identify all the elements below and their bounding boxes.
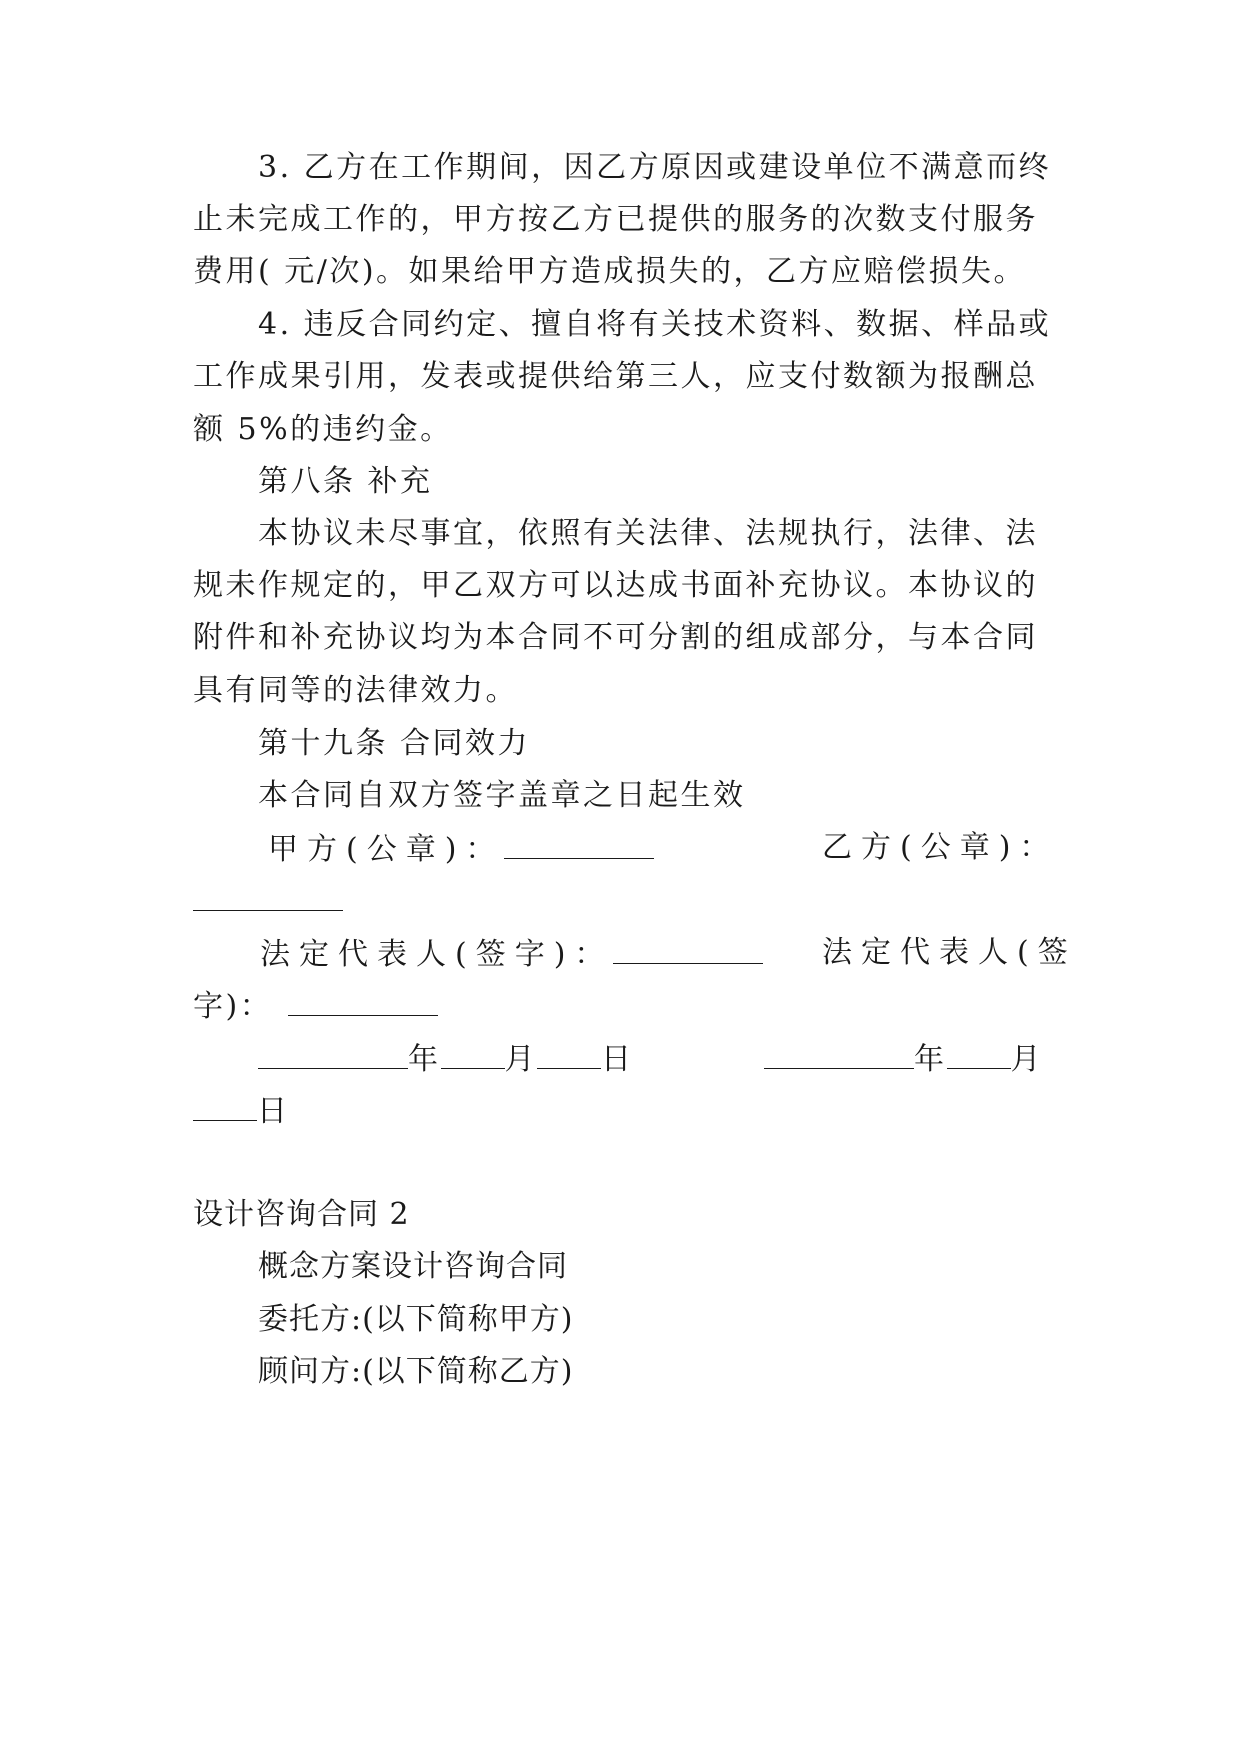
date-b-row-continued bbox=[193, 1090, 290, 1132]
clause3-line1: 3. 乙方在工作期间，因乙方原因或建设单位不满意而终 bbox=[258, 150, 1052, 185]
contract2-title: 设计咨询合同 2 bbox=[193, 1197, 410, 1232]
party-b-seal-blank bbox=[193, 880, 343, 911]
date-a-month-blank bbox=[441, 1038, 505, 1069]
party-b-seal-label: 乙方(公章)： bbox=[822, 830, 1059, 865]
date-b-day-blank bbox=[193, 1090, 257, 1121]
article19-title: 第十九条 合同效力 bbox=[258, 726, 531, 761]
clause4-line3: 额 5%的违约金。 bbox=[193, 412, 453, 447]
rep-a-label: 法定代表人(签字)： bbox=[260, 937, 614, 972]
article8-line2: 规未作规定的，甲乙双方可以达成书面补充协议。本协议的 bbox=[193, 568, 1038, 603]
date-a-day: 日 bbox=[601, 1042, 634, 1077]
rep-a-blank bbox=[613, 933, 763, 964]
contract2-subtitle: 概念方案设计咨询合同 bbox=[258, 1249, 568, 1284]
article8-line1: 本协议未尽事宜，依照有关法律、法规执行，法律、法 bbox=[258, 516, 1038, 551]
date-b-month: 月 bbox=[1010, 1042, 1043, 1077]
date-b-row bbox=[764, 1038, 1043, 1080]
rep-b-label-part1: 法定代表人(签 bbox=[822, 935, 1077, 970]
date-a-month: 月 bbox=[504, 1042, 537, 1077]
date-b-year: 年 bbox=[914, 1042, 947, 1077]
clause3-line2: 止未完成工作的，甲方按乙方已提供的服务的次数支付服务 bbox=[193, 202, 1038, 237]
date-a-year-blank bbox=[258, 1038, 408, 1069]
date-b-year-blank bbox=[764, 1038, 914, 1069]
clause3-line3: 费用( 元/次)。如果给甲方造成损失的，乙方应赔偿损失。 bbox=[193, 254, 1027, 289]
article8-line3: 附件和补充协议均为本合同不可分割的组成部分，与本合同 bbox=[193, 620, 1038, 655]
date-b-month-blank bbox=[947, 1038, 1011, 1069]
date-a-day-blank bbox=[537, 1038, 601, 1069]
clause4-line1: 4. 违反合同约定、擅自将有关技术资料、数据、样品或 bbox=[258, 307, 1052, 342]
article19-body: 本合同自双方签字盖章之日起生效 bbox=[258, 778, 746, 813]
rep-b-row bbox=[193, 985, 438, 1027]
date-b-day: 日 bbox=[257, 1094, 290, 1129]
party-a-seal-row bbox=[268, 828, 654, 870]
party-b-seal-row bbox=[193, 880, 343, 922]
date-a-year: 年 bbox=[408, 1042, 441, 1077]
article8-title: 第八条 补充 bbox=[258, 464, 433, 499]
rep-a-row bbox=[260, 933, 763, 975]
party-a-seal-label: 甲方(公章)： bbox=[268, 832, 505, 867]
consultant-line: 顾问方:(以下简称乙方) bbox=[258, 1354, 574, 1389]
clause4-line2: 工作成果引用，发表或提供给第三人，应支付数额为报酬总 bbox=[193, 359, 1038, 394]
rep-b-blank bbox=[288, 985, 438, 1016]
rep-b-label-part2: 字)： bbox=[193, 989, 273, 1024]
date-a-row bbox=[258, 1038, 634, 1080]
client-line: 委托方:(以下简称甲方) bbox=[258, 1302, 574, 1337]
article8-line4: 具有同等的法律效力。 bbox=[193, 673, 518, 708]
party-a-seal-blank bbox=[504, 828, 654, 859]
